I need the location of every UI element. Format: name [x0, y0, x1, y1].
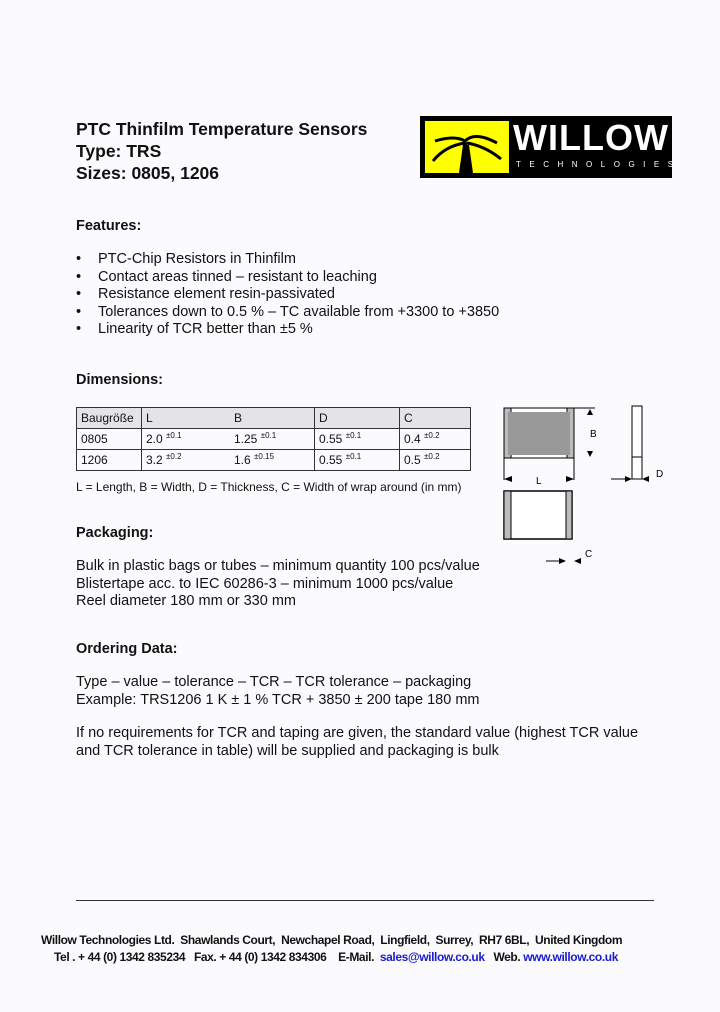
table-row — [77, 429, 471, 450]
dimensions-heading: Dimensions: — [76, 372, 164, 388]
email-link[interactable]: sales@willow.co.uk — [379, 950, 485, 964]
packaging-line: Blistertape acc. to IEC 60286-3 – minimum 1000 pcs/value — [76, 575, 454, 592]
label-b: B — [590, 429, 597, 440]
note-line: If no requirements for TCR and taping are given, the standard value (highest TCR value — [76, 725, 639, 741]
dimensions-table — [76, 407, 471, 471]
dimensions-legend: L = Length, B = Width, D = Thickness, C = Width of wrap around (in mm) — [76, 480, 462, 494]
web-label: Web. — [493, 950, 521, 964]
packaging-heading: Packaging: — [76, 525, 154, 541]
ordering-note — [76, 725, 638, 760]
header-cell: B — [230, 408, 315, 429]
note-line: and TCR tolerance in table) will be supplied and packaging is bulk — [76, 742, 499, 759]
value: 1.6 — [234, 453, 251, 467]
tolerance: ±0.1 — [345, 431, 362, 440]
features-heading: Features: — [76, 218, 142, 234]
tolerance: ±0.1 — [345, 452, 362, 461]
cell — [142, 450, 231, 471]
willow-logo — [420, 116, 682, 178]
label-d: D — [656, 469, 664, 480]
value: 0.55 — [319, 453, 343, 467]
header-cell: Baugröße — [77, 408, 142, 429]
feature-item: • Linearity of TCR better than ±5 % — [76, 321, 499, 339]
table-header-row — [77, 408, 471, 429]
tolerance: ±0.2 — [424, 452, 440, 461]
value: 2.0 — [146, 432, 163, 446]
feature-item: • Tolerances down to 0.5 % – TC available from +3300 to +3850 — [76, 304, 499, 322]
web-link[interactable]: www.willow.co.uk — [523, 950, 618, 964]
sizes-line: Sizes: 0805, 1206 — [76, 163, 220, 183]
value: 0.5 — [404, 453, 421, 467]
footer-address: Willow Technologies Ltd. Shawlands Court, Newchapel Road, Lingfield, Surrey, RH7 6BL, United Kingdom — [41, 933, 623, 947]
value: 1.25 — [234, 432, 258, 446]
tolerance: ±0.15 — [254, 452, 274, 461]
footer-contact — [54, 950, 618, 964]
logo-sub: TECHNOLOGIES — [516, 160, 682, 169]
ordering-line: Type – value – tolerance – TCR – TCR tolerance – packaging — [76, 674, 472, 690]
cell — [315, 450, 400, 471]
feature-item: • PTC-Chip Resistors in Thinfilm — [76, 251, 499, 269]
features-list — [76, 251, 499, 339]
ordering-line: Example: TRS1206 1 K ± 1 % TCR + 3850 ± 200 tape 180 mm — [76, 691, 480, 708]
packaging-line: Reel diameter 180 mm or 330 mm — [76, 593, 296, 609]
cell — [400, 450, 471, 471]
footer-divider — [76, 900, 654, 901]
header-cell: L — [142, 408, 231, 429]
title-line: PTC Thinfilm Temperature Sensors — [76, 119, 368, 139]
cell — [230, 450, 315, 471]
header-cell: D — [315, 408, 400, 429]
feature-item: • Resistance element resin-passivated — [76, 286, 499, 304]
cell: 0805 — [77, 429, 142, 450]
ordering-heading: Ordering Data: — [76, 641, 178, 657]
type-line: Type: TRS — [76, 141, 162, 161]
cell — [400, 429, 471, 450]
packaging-line: Bulk in plastic bags or tubes – minimum quantity 100 pcs/value — [76, 558, 480, 574]
tolerance: ±0.1 — [260, 431, 277, 440]
tree-icon — [425, 121, 509, 173]
ordering-text — [76, 674, 479, 709]
value: 3.2 — [146, 453, 163, 467]
tolerance: ±0.2 — [424, 431, 440, 440]
packaging-text — [76, 558, 480, 611]
cell: 1206 — [77, 450, 142, 471]
label-l: L — [536, 476, 542, 487]
page-title — [76, 118, 367, 184]
footer-phone-fax: Tel . + 44 (0) 1342 835234 Fax. + 44 (0) 1342 834306 E-Mail. — [54, 950, 374, 964]
table-row — [77, 450, 471, 471]
value: 0.4 — [404, 432, 421, 446]
cell — [315, 429, 400, 450]
tolerance: ±0.2 — [166, 452, 182, 461]
chip-dimension-diagram — [480, 395, 720, 575]
cell — [230, 429, 315, 450]
label-c: C — [585, 549, 593, 560]
tolerance: ±0.1 — [166, 431, 182, 440]
feature-item: • Contact areas tinned – resistant to leaching — [76, 269, 499, 287]
logo-name: WILLOW — [513, 117, 669, 158]
header-cell: C — [400, 408, 471, 429]
value: 0.55 — [319, 432, 343, 446]
cell — [142, 429, 231, 450]
